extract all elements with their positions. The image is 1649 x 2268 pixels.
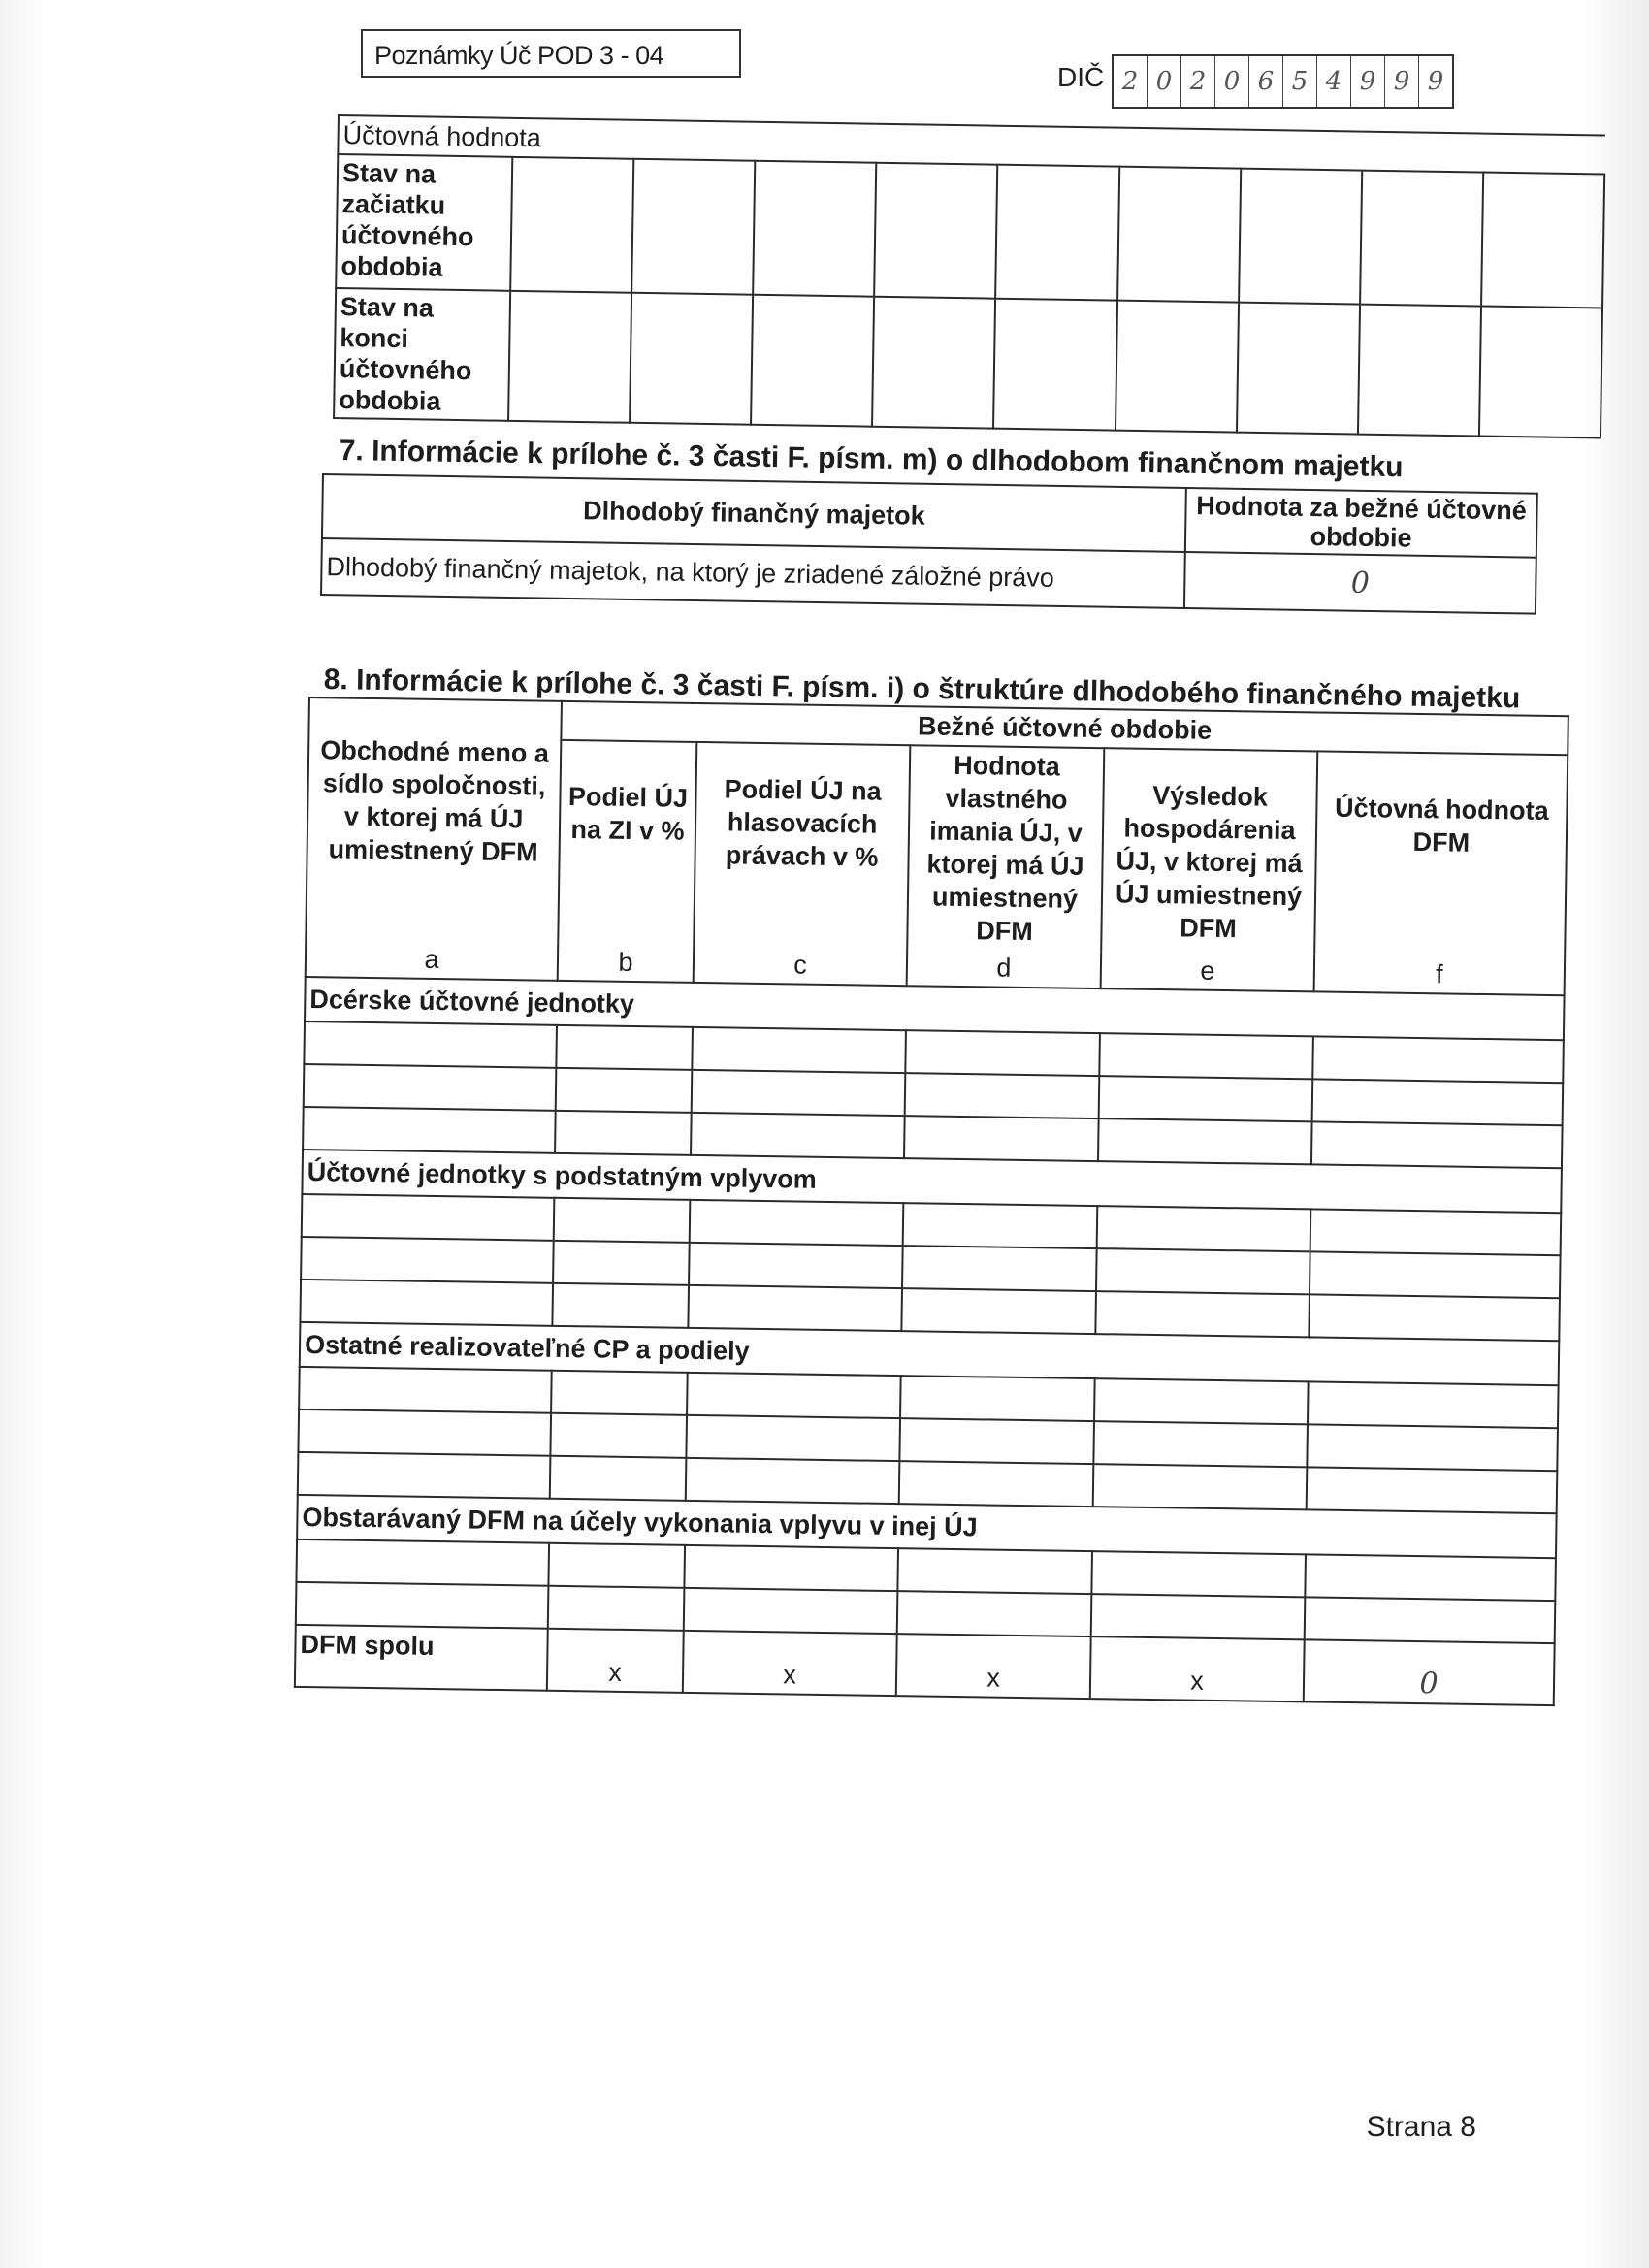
cell xyxy=(1098,1118,1312,1164)
cell xyxy=(1096,1248,1310,1294)
cell xyxy=(1360,171,1483,307)
col-b-header: Podiel ÚJ na ZI v % xyxy=(558,740,696,945)
cell xyxy=(899,1461,1094,1507)
cell xyxy=(684,1545,898,1591)
period-header: Bežné účtovné obdobie xyxy=(561,701,1568,755)
cell xyxy=(993,299,1116,431)
cell xyxy=(753,161,876,297)
cell xyxy=(903,1203,1098,1248)
cell xyxy=(550,1413,687,1458)
cell xyxy=(1310,1209,1562,1255)
section-7-table xyxy=(320,473,1538,615)
cell xyxy=(1358,305,1481,437)
cell xyxy=(1093,1421,1308,1467)
section-7-row-value: 0 xyxy=(1184,552,1536,614)
book-value-table xyxy=(333,114,1606,439)
col-d-letter: d xyxy=(907,948,1102,988)
cell xyxy=(301,1237,554,1283)
cell xyxy=(872,297,995,429)
cell xyxy=(1307,1467,1558,1513)
cell xyxy=(1099,1076,1313,1121)
cell xyxy=(1309,1294,1560,1341)
cell xyxy=(1305,1597,1556,1643)
dic-digit: 9 xyxy=(1418,56,1452,107)
row-label-start: Stav na začiatku účtovného obdobia xyxy=(336,154,512,291)
cell xyxy=(897,1548,1092,1594)
group-label: Účtovné jednotky s podstatným vplyvom xyxy=(302,1150,1562,1213)
cell xyxy=(1093,1464,1308,1509)
cell xyxy=(556,1025,693,1070)
cell xyxy=(1116,301,1239,433)
cell xyxy=(552,1283,689,1328)
cell xyxy=(300,1280,553,1326)
col-e-header: Výsledok hospodárenia ÚJ, v ktorej má ÚJ umiestnený DFM xyxy=(1101,748,1317,954)
page-number: Strana 8 xyxy=(1366,2111,1476,2143)
cell xyxy=(1312,1036,1564,1083)
cell xyxy=(1310,1251,1561,1298)
cell xyxy=(1094,1378,1309,1424)
form-title: Poznámky Úč POD 3 - 04 xyxy=(374,41,664,70)
section-7-row-label: Dlhodobý finančný majetok, na ktorý je zriadené záložné právo xyxy=(321,538,1185,608)
dic-digit: 2 xyxy=(1121,67,1139,96)
col-f-header: Účtovná hodnota DFM xyxy=(1314,751,1568,957)
cell xyxy=(691,1113,905,1158)
total-b: x xyxy=(547,1629,684,1693)
cell xyxy=(689,1243,903,1288)
cell xyxy=(900,1376,1095,1421)
total-f: 0 xyxy=(1304,1639,1555,1705)
col-b-letter: b xyxy=(558,943,695,983)
col-a-letter: a xyxy=(306,939,559,981)
cell xyxy=(751,295,874,427)
cell xyxy=(304,1064,557,1111)
cell xyxy=(508,291,631,423)
cell xyxy=(1305,1554,1556,1601)
cell xyxy=(1481,173,1604,308)
cell xyxy=(298,1409,551,1456)
cell xyxy=(688,1285,902,1331)
cell xyxy=(905,1030,1100,1076)
cell xyxy=(548,1586,685,1631)
cell xyxy=(996,165,1119,301)
total-label: DFM spolu xyxy=(295,1625,548,1691)
cell xyxy=(1091,1551,1306,1597)
cell xyxy=(299,1367,552,1413)
col-c-header: Podiel ÚJ na hlasovacích právach v % xyxy=(694,742,910,948)
cell xyxy=(897,1591,1092,1636)
dic-digit: 0 xyxy=(1147,56,1180,107)
total-d: x xyxy=(896,1634,1091,1699)
cell xyxy=(1307,1424,1558,1471)
dic-digit: 4 xyxy=(1316,56,1350,107)
cell xyxy=(304,1021,557,1068)
dic-digit: 9 xyxy=(1384,56,1418,107)
cell xyxy=(631,159,755,295)
col-a-header: Obchodné meno a sídlo spoločnosti, v ktorej má ÚJ umiestnený DFM xyxy=(306,697,562,943)
cell xyxy=(902,1246,1097,1291)
cell xyxy=(1311,1121,1563,1168)
cell xyxy=(686,1458,900,1504)
cell xyxy=(684,1588,898,1634)
row-label-end: Stav na konci účtovného obdobia xyxy=(334,288,510,421)
cell xyxy=(1479,307,1602,438)
cell xyxy=(1099,1033,1313,1079)
section-7-col2-header: Hodnota za bežné účtovné obdobie xyxy=(1185,488,1537,558)
cell xyxy=(874,163,997,299)
cell xyxy=(1097,1206,1311,1251)
cell xyxy=(690,1200,904,1246)
group-label: Ostatné realizovateľné CP a podiely xyxy=(300,1322,1560,1385)
total-c: x xyxy=(683,1631,897,1696)
cell xyxy=(905,1073,1100,1118)
cell xyxy=(692,1027,906,1073)
form-title-box xyxy=(361,29,741,78)
dic-number xyxy=(1112,54,1454,109)
dic-digit: 0 xyxy=(1214,56,1248,107)
cell xyxy=(904,1116,1099,1161)
cell xyxy=(901,1288,1096,1334)
group-label: Dcérske účtovné jednotky xyxy=(305,977,1565,1040)
total-e: x xyxy=(1090,1636,1305,1701)
cell xyxy=(551,1371,688,1415)
cell xyxy=(296,1539,549,1586)
dic-digit: 2 xyxy=(1180,56,1214,107)
cell xyxy=(298,1452,551,1499)
cell xyxy=(1095,1291,1310,1337)
cell xyxy=(550,1456,687,1501)
cell xyxy=(554,1198,691,1243)
cell xyxy=(1312,1079,1564,1125)
cell xyxy=(302,1194,555,1241)
cell xyxy=(553,1241,690,1285)
cell xyxy=(687,1373,901,1418)
col-e-letter: e xyxy=(1101,951,1315,991)
cell xyxy=(548,1543,685,1588)
section-7-col1-header: Dlhodobý finančný majetok xyxy=(322,474,1186,552)
col-c-letter: c xyxy=(694,945,908,986)
cell xyxy=(296,1582,549,1629)
book-value-title: Účtovná hodnota xyxy=(338,115,1604,175)
cell xyxy=(630,293,753,425)
group-label: Obstarávaný DFM na účely vykonania vplyvu v inej ÚJ xyxy=(297,1495,1557,1558)
col-f-letter: f xyxy=(1314,954,1566,995)
cell xyxy=(686,1415,900,1461)
cell xyxy=(556,1068,693,1113)
section-8-table xyxy=(294,697,1569,1706)
cell xyxy=(1239,169,1362,305)
cell xyxy=(899,1418,1094,1464)
cell xyxy=(510,157,633,293)
cell xyxy=(1237,303,1360,435)
dic-digit: 6 xyxy=(1248,56,1282,107)
section-7-title: 7. Informácie k prílohe č. 3 časti F. písm. m) o dlhodobom finančnom majetku xyxy=(339,435,1404,484)
dic-digit: 5 xyxy=(1282,56,1316,107)
dic-label: DIČ xyxy=(1057,62,1105,92)
cell xyxy=(303,1107,556,1153)
cell xyxy=(1091,1594,1306,1639)
cell xyxy=(1308,1381,1559,1428)
cell xyxy=(555,1111,692,1155)
col-d-header: Hodnota vlastného imania ÚJ, v ktorej má ÚJ umiestnený DFM xyxy=(907,745,1104,951)
dic-digit: 9 xyxy=(1350,56,1384,107)
cell xyxy=(692,1070,906,1116)
cell xyxy=(1117,167,1241,303)
section-8-title: 8. Informácie k prílohe č. 3 časti F. písm. i) o štruktúre dlhodobého finančného majetku xyxy=(323,664,1521,715)
